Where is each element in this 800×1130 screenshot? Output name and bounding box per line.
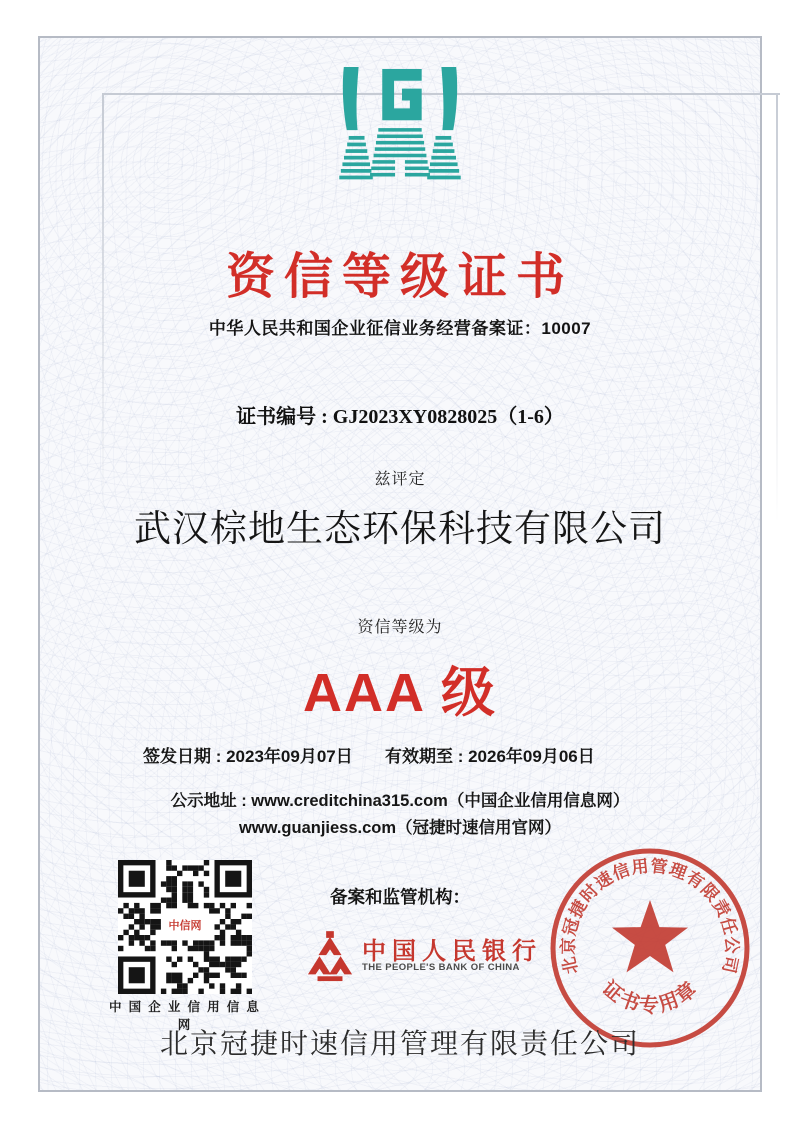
- credit-rating-value: AAA 级: [303, 663, 497, 723]
- certificate-number: 证书编号 : GJ2023XY0828025（1-6）: [236, 406, 564, 428]
- credit-rating-label: 资信等级为: [357, 619, 443, 636]
- issuer-company-name: 北京冠捷时速信用管理有限责任公司: [159, 1028, 640, 1059]
- rated-company-name: 武汉棕地生态环保科技有限公司: [134, 509, 666, 550]
- seal-type-text: 证书专用章: [597, 977, 703, 1017]
- pboc-emblem-icon: [306, 931, 354, 987]
- qr-center-label: 中信网: [168, 920, 202, 932]
- filing-license-subtitle: 中华人民共和国企业征信业务经营备案证：10007: [208, 319, 592, 338]
- seal-star-icon: [612, 900, 688, 972]
- qr-code: [118, 860, 252, 994]
- qr-center-badge: [164, 912, 206, 938]
- qr-caption: 中 国 企 业 信 用 信 息 网: [109, 1000, 261, 1032]
- valid-until-date: 有效期至 : 2026年09月06日: [385, 747, 595, 766]
- pboc-name-en: THE PEOPLE'S BANK OF CHINA: [362, 962, 520, 973]
- seal-company-text: 北京冠捷时速信用管理有限责任公司: [558, 856, 742, 976]
- pboc-name-cn: 中国人民银行: [362, 939, 542, 965]
- publicity-url-line1: 公示地址 : www.creditchina315.com（中国企业信用信息网）: [170, 792, 630, 810]
- publicity-url-line2: www.guanjiess.com（冠捷时速信用官网）: [238, 819, 562, 837]
- inner-border-right: [776, 93, 778, 523]
- hereby-assessed-label: 兹评定: [374, 471, 426, 488]
- regulator-label: 备案和监管机构：: [330, 887, 470, 907]
- inner-border-left: [102, 93, 104, 523]
- gh-monogram-logo-icon: [331, 66, 469, 203]
- certificate-title: 资信等级证书: [225, 250, 574, 304]
- issue-date: 签发日期 : 2023年09月07日: [143, 747, 353, 766]
- svg-text:证书专用章: [598, 976, 703, 1017]
